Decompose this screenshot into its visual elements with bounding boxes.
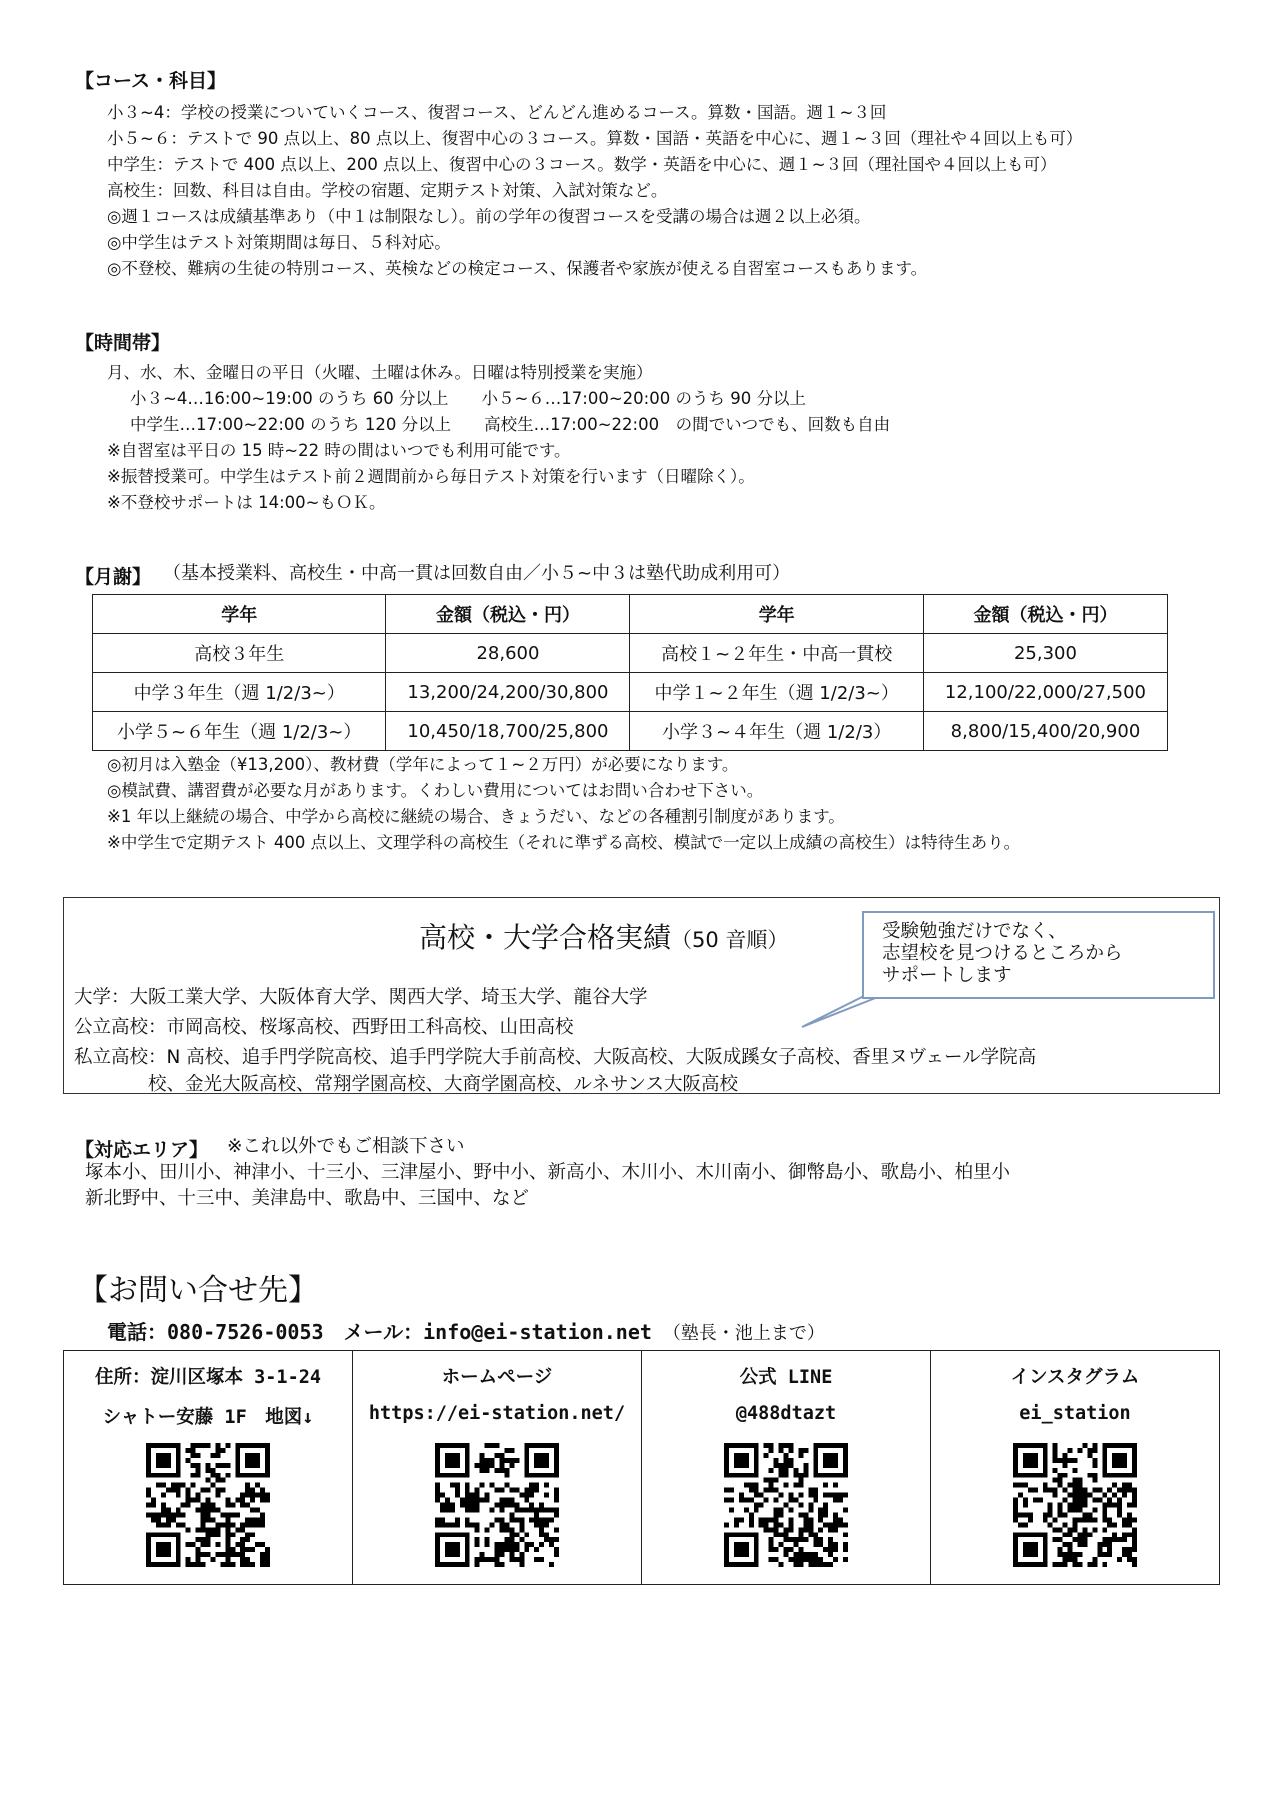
course-note: ◎不登校、難病の生徒の特別コース、英検などの検定コース、保護者や家族が使える自習室コースもあります。 bbox=[107, 259, 928, 278]
results-title bbox=[419, 916, 788, 956]
fees-note: ◎初月は入塾金（¥13,200）、教材費（学年によって１~２万円）が必要になります。 bbox=[107, 755, 739, 774]
results-title-sub: （50 音順） bbox=[671, 928, 789, 952]
results-private: 私立高校：N 高校、追手門学院高校、追手門学院大手前高校、大阪高校、大阪成蹊女子高校、香里ヌヴェール学院高 bbox=[74, 1047, 1037, 1068]
table-cell: 中学３年生（週 1/2/3~） bbox=[93, 673, 386, 712]
area-line: 塚本小、田川小、神津小、十三小、三津屋小、野中小、新高小、木川小、木川南小、御幣島小、歌島小、柏里小 bbox=[85, 1162, 1011, 1183]
time-note: ※振替授業可。中学生はテスト前２週間前から毎日テスト対策を行います（日曜除く）。 bbox=[107, 467, 755, 486]
instagram-qr-code[interactable] bbox=[1013, 1443, 1137, 1567]
contact-note: （塾長・池上まで） bbox=[671, 1323, 825, 1344]
results-private-cont: 校、金光大阪高校、常翔学園高校、大商学園高校、ルネサンス大阪高校 bbox=[74, 1074, 738, 1095]
fees-note: ※1 年以上継続の場合、中学から高校に継続の場合、きょうだい、などの各種割引制度があります。 bbox=[107, 807, 845, 826]
table-cell: 25,300 bbox=[923, 634, 1167, 673]
course-line: 中学生：テストで 400 点以上、200 点以上、復習中心の３コース。数学・英語を中心に、週１~３回（理社国や４回以上も可） bbox=[107, 155, 1057, 174]
line-qr-code[interactable] bbox=[724, 1443, 848, 1567]
time-line: 小３~4…16:00~19:00 のうち 60 分以上 小５~６…17:00~20:00 のうち 90 分以上 bbox=[130, 389, 806, 408]
line-label: 公式 LINE bbox=[739, 1367, 833, 1388]
time-note: ※不登校サポートは 14:00~もＯＫ。 bbox=[107, 493, 386, 512]
callout-pointer bbox=[800, 995, 880, 1035]
time-note: ※自習室は平日の 15 時~22 時の間はいつでも利用可能です。 bbox=[107, 441, 571, 460]
table-cell: 12,100/22,000/27,500 bbox=[923, 673, 1167, 712]
course-line: 高校生：回数、科目は自由。学校の宿題、定期テスト対策、入試対策など。 bbox=[107, 181, 668, 200]
fees-note: ◎模試費、講習費が必要な月があります。くわしい費用についてはお問い合わせ下さい。 bbox=[107, 781, 764, 800]
column-header: 金額（税込・円） bbox=[923, 595, 1167, 634]
contact-phone-email: 電話：080-7526-0053 メール：info@ei-station.net bbox=[107, 1320, 652, 1344]
address-cell bbox=[64, 1351, 353, 1584]
homepage-cell bbox=[353, 1351, 642, 1584]
time-line: 中学生…17:00~22:00 のうち 120 分以上 高校生…17:00~22:00 の間でいつでも、回数も自由 bbox=[130, 415, 891, 434]
contact-grid bbox=[63, 1350, 1220, 1585]
table-row bbox=[93, 673, 1168, 712]
course-line: 小５~６：テストで 90 点以上、80 点以上、復習中心の３コース。算数・国語・英語を中心に、週１~３回（理社や４回以上も可） bbox=[107, 129, 1083, 148]
homepage-label: ホームページ bbox=[441, 1367, 553, 1388]
table-cell: 中学１~２年生（週 1/2/3~） bbox=[630, 673, 923, 712]
line-id[interactable]: @488dtazt bbox=[735, 1403, 837, 1424]
fees-subtitle: （基本授業料、高校生・中高一貫は回数自由／小５~中３は塾代助成利用可） bbox=[163, 563, 791, 584]
table-row bbox=[93, 634, 1168, 673]
column-header: 学年 bbox=[93, 595, 386, 634]
contact-line bbox=[107, 1316, 825, 1345]
map-qr-code[interactable] bbox=[146, 1443, 270, 1567]
course-heading: 【コース・科目】 bbox=[75, 70, 227, 92]
table-cell: 小学５~６年生（週 1/2/3~） bbox=[93, 712, 386, 751]
course-line: 小３~4：学校の授業についていくコース、復習コース、どんどん進めるコース。算数・国語。週１~３回 bbox=[107, 103, 887, 122]
address-detail: シャトー安藤 1F 地図↓ bbox=[102, 1407, 314, 1428]
table-cell: 高校１~２年生・中高一貫校 bbox=[630, 634, 923, 673]
table-cell: 10,450/18,700/25,800 bbox=[386, 712, 630, 751]
contact-heading: 【お問い合せ先】 bbox=[78, 1273, 318, 1308]
time-line: 月、水、木、金曜日の平日（火曜、土曜は休み。日曜は特別授業を実施） bbox=[107, 363, 653, 382]
fees-note: ※中学生で定期テスト 400 点以上、文理学科の高校生（それに準ずる高校、模試で一定以上成績の高校生）は特待生あり。 bbox=[107, 833, 1021, 852]
table-cell: 13,200/24,200/30,800 bbox=[386, 673, 630, 712]
column-header: 金額（税込・円） bbox=[386, 595, 630, 634]
results-title-main: 高校・大学合格実績 bbox=[419, 921, 672, 954]
time-heading: 【時間帯】 bbox=[75, 332, 171, 354]
area-line: 新北野中、十三中、美津島中、歌島中、三国中、など bbox=[85, 1188, 530, 1209]
instagram-label: インスタグラム bbox=[1010, 1367, 1140, 1388]
fees-table bbox=[92, 594, 1168, 751]
homepage-url[interactable]: https://ei-station.net/ bbox=[368, 1403, 626, 1424]
fees-heading: 【月謝】 bbox=[75, 566, 152, 588]
instagram-cell bbox=[931, 1351, 1219, 1584]
table-cell: 8,800/15,400/20,900 bbox=[923, 712, 1167, 751]
area-heading: 【対応エリア】 bbox=[75, 1139, 209, 1161]
table-cell: 28,600 bbox=[386, 634, 630, 673]
course-note: ◎週１コースは成績基準あり（中１は制限なし）。前の学年の復習コースを受講の場合は週２以上必須。 bbox=[107, 207, 871, 226]
area-note: ※これ以外でもご相談下さい bbox=[227, 1136, 465, 1157]
address-label: 住所：淀川区塚本 3-1-24 bbox=[95, 1367, 321, 1388]
line-cell bbox=[642, 1351, 931, 1584]
table-cell: 小学３~４年生（週 1/2/3） bbox=[630, 712, 923, 751]
course-note: ◎中学生はテスト対策期間は毎日、５科対応。 bbox=[107, 233, 451, 252]
table-header-row bbox=[93, 595, 1168, 634]
homepage-qr-code[interactable] bbox=[435, 1443, 559, 1567]
instagram-id[interactable]: ei_station bbox=[1019, 1403, 1131, 1424]
results-university: 大学：大阪工業大学、大阪体育大学、関西大学、埼玉大学、龍谷大学 bbox=[74, 987, 648, 1008]
results-public: 公立高校：市岡高校、桜塚高校、西野田工科高校、山田高校 bbox=[74, 1017, 574, 1038]
table-cell: 高校３年生 bbox=[93, 634, 386, 673]
callout-bubble bbox=[862, 911, 1215, 999]
column-header: 学年 bbox=[630, 595, 923, 634]
callout-text: 受験勉強だけでなく、 志望校を見つけるところから サポートします bbox=[882, 921, 1123, 986]
table-row bbox=[93, 712, 1168, 751]
